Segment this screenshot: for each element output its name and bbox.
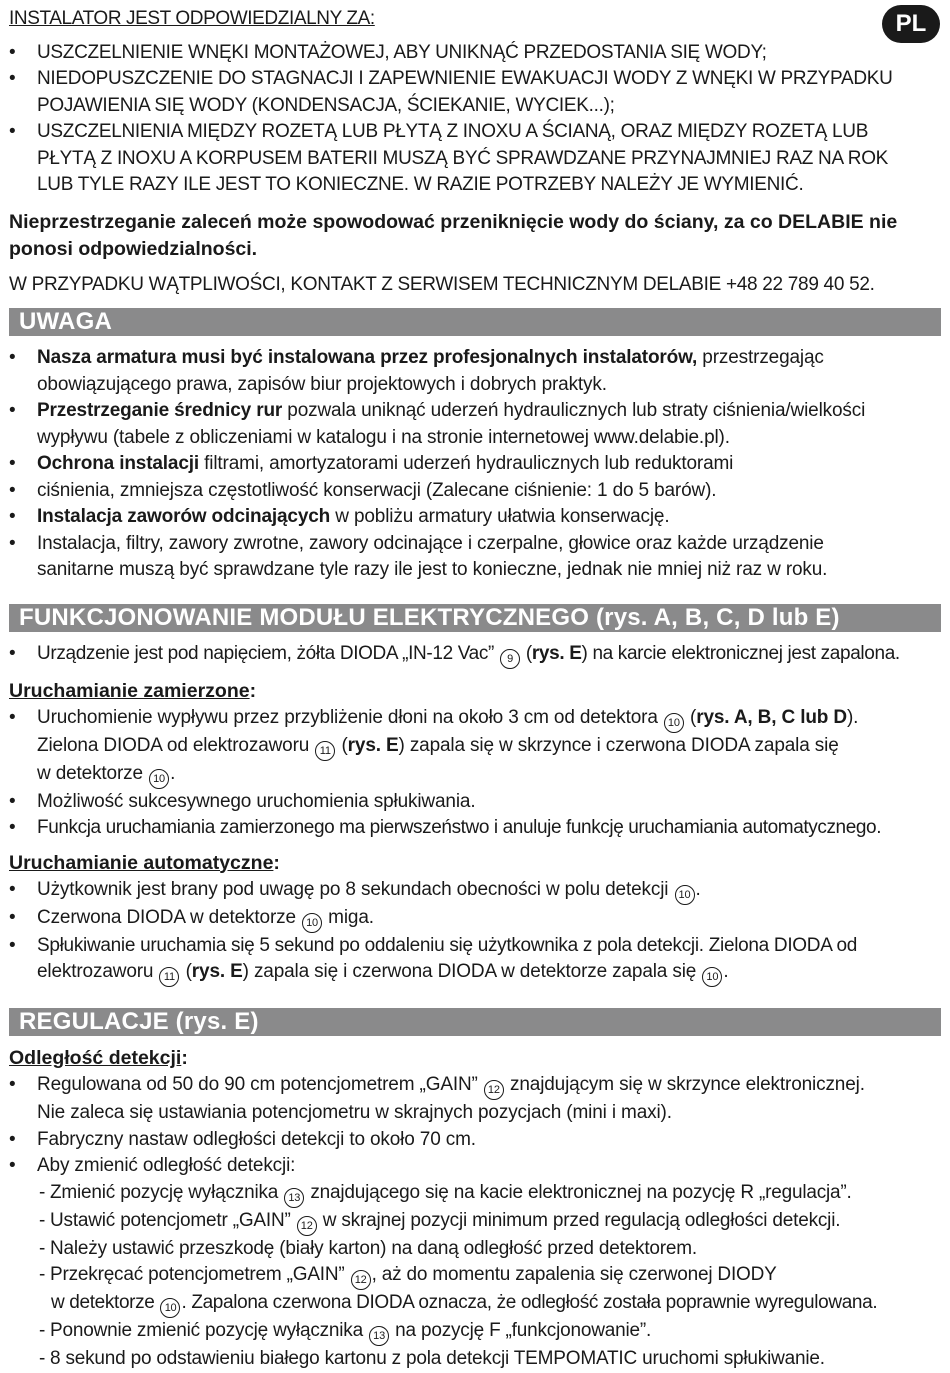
list-item-continuation: POJAWIENIA SIĘ WODY (KONDENSACJA, ŚCIEKANIE, WYCIEK...);: [37, 94, 615, 116]
list-item: • Regulowana od 50 do 90 cm potencjometrem „GAIN” 12 znajdującym się w skrzynce elektronicznej.: [9, 1072, 941, 1100]
list-item: • Instalacja, filtry, zawory zwrotne, zawory odcinające i czerpalne, głowice oraz każde urządzenie: [9, 531, 941, 558]
list-item: • NIEDOPUSZCZENIE DO STAGNACJI I ZAPEWNIENIE EWAKUACJI WODY Z WNĘKI W PRZYPADKU: [9, 66, 941, 93]
list-item: • ciśnienia, zmniejsza częstotliwość konserwacji (Zalecane ciśnienie: 1 do 5 barów).: [9, 478, 941, 505]
list-item-continuation: sanitarne muszą być sprawdzane tyle razy ile jest to konieczne, jednak nie mniej niż raz w roku.: [37, 559, 828, 580]
ref-number-10: 10: [302, 913, 322, 933]
list-item-continuation: wypływu (tabele z obliczeniami w katalogu i na stronie internetowej www.delabie.pl).: [37, 426, 730, 448]
document-page: [9, 6, 941, 1373]
subheading-odleglosc: Odległość detekcji:: [9, 1047, 188, 1069]
list-item: • Możliwość sukcesywnego uruchomienia spłukiwania.: [9, 789, 941, 816]
step-item: - Zmienić pozycję wyłącznika 13 znajdującego się na kacie elektronicznej na pozycję R „regulacja”.: [9, 1180, 941, 1208]
list-item: • Czerwona DIODA w detektorze 10 miga.: [9, 905, 941, 933]
section-header-uwaga: UWAGA: [9, 308, 941, 336]
list-item: • Aby zmienić odległość detekcji:: [9, 1153, 941, 1180]
section-header-regulacje: REGULACJE (rys. E): [9, 1008, 941, 1036]
ref-number-12: 12: [484, 1080, 504, 1100]
funkcjonowanie-intro: [9, 641, 941, 669]
automatyczne-list: [9, 877, 941, 988]
list-item: • Funkcja uruchamiania zamierzonego ma pierwszeństwo i anuluje funkcję uruchamiania automatycznego.: [9, 815, 941, 842]
language-badge: PL: [882, 5, 940, 43]
list-item: • Spłukiwanie uruchamia się 5 sekund po oddaleniu się użytkownika z pola detekcji. Zielona DIODA od: [9, 933, 941, 960]
step-item: - Przekręcać potencjometrem „GAIN” 12 , aż do momentu zapalenia się czerwonej DIODY: [9, 1262, 941, 1290]
list-item-continuation: LUB TYLE RAZY ILE JEST TO KONIECZNE. W RAZIE POTRZEBY NALEŻY JE WYMIENIĆ.: [37, 174, 804, 195]
ref-number-9: 9: [500, 649, 520, 669]
step-item: - 8 sekund po odstawieniu białego kartonu z pola detekcji TEMPOMATIC uruchomi spłukiwanie.: [9, 1346, 941, 1373]
figure-ref: rys. A, B, C lub D: [696, 706, 847, 728]
installer-heading: INSTALATOR JEST ODPOWIEDZIALNY ZA:: [9, 8, 375, 29]
regulacje-steps: [9, 1180, 941, 1373]
list-item: • USZCZELNIENIE WNĘKI MONTAŻOWEJ, ABY UNIKNĄĆ PRZEDOSTANIA SIĘ WODY;: [9, 40, 941, 67]
ref-number-12: 12: [351, 1270, 371, 1290]
ref-number-10: 10: [664, 713, 684, 733]
ref-number-13: 13: [369, 1326, 389, 1346]
ref-number-13: 13: [284, 1188, 304, 1208]
item-text: na karcie elektronicznej jest zapalona.: [587, 642, 900, 664]
ref-number-10: 10: [675, 885, 695, 905]
list-item: [9, 504, 941, 531]
step-item: - Ponownie zmienić pozycję wyłącznika 13 na pozycję F „funkcjonowanie”.: [9, 1318, 941, 1346]
list-item-continuation: obowiązującego prawa, zapisów biur projektowych i dobrych praktyk.: [37, 373, 607, 395]
installer-list: [9, 40, 941, 199]
list-item-continuation: PŁYTĄ Z INOXU A KORPUSEM BATERII MUSZĄ BYĆ SPRAWDZANE PRZYNAJMNIEJ RAZ NA ROK: [37, 147, 889, 169]
item-text: pozwala uniknąć uderzeń hydraulicznych lub straty ciśnienia/wielkości: [282, 400, 866, 421]
regulacje-list: [9, 1072, 941, 1180]
uwaga-list: [9, 345, 941, 584]
step-item: - Należy ustawić przeszkodę (biały karton) na daną odległość przed detektorem.: [9, 1236, 941, 1263]
warning-line: Nieprzestrzeganie zaleceń może spowodować przeniknięcie wody do ściany, za co DELABIE nie: [9, 210, 898, 233]
list-item: • Uruchomienie wypływu przez przybliżenie dłoni na około 3 cm od detektora 10 (rys. A, B, C lub D).: [9, 705, 941, 733]
zamierzone-list: [9, 705, 941, 842]
figure-ref: rys. E: [191, 961, 243, 982]
warning-line: ponosi odpowiedzialności.: [9, 237, 258, 260]
bold-lead: Instalacja zaworów odcinających: [37, 506, 331, 527]
warning-text: [9, 209, 941, 263]
figure-ref: rys. E: [347, 734, 399, 756]
item-text: w pobliżu armatury ułatwia konserwację.: [330, 506, 670, 527]
contact-text: W PRZYPADKU WĄTPLIWOŚCI, KONTAKT Z SERWISEM TECHNICZNYM DELABIE +48 22 789 40 52.: [9, 273, 875, 295]
list-item: • Fabryczny nastaw odległości detekcji to około 70 cm.: [9, 1127, 941, 1154]
list-item-continuation: Nie zaleca się ustawiania potencjometru w skrajnych pozycjach (mini i maxi).: [37, 1102, 672, 1123]
ref-number-10: 10: [160, 1298, 180, 1318]
list-item: [9, 398, 941, 425]
list-item-continuation: Zielona DIODA od elektrozaworu 11 (rys. E) zapala się w skrzynce i czerwona DIODA zapala się: [9, 733, 941, 761]
item-text: filtrami, amortyzatorami uderzeń hydraulicznych lub reduktorami: [199, 453, 734, 474]
bold-lead: Przestrzeganie średnicy rur: [37, 400, 283, 421]
step-item: - Ustawić potencjometr „GAIN” 12 w skrajnej pozycji minimum przed regulacją odległości detekcji.: [9, 1208, 941, 1236]
list-item-continuation: elektrozaworu 11 (rys. E) zapala się i czerwona DIODA w detektorze zapala się 10 .: [9, 959, 941, 987]
subheading-automatyczne: Uruchamianie automatyczne:: [9, 851, 280, 874]
figure-ref: rys. E: [531, 642, 582, 664]
section-header-funkcjonowanie: FUNKCJONOWANIE MODUŁU ELEKTRYCZNEGO (rys. A, B, C, D lub E): [9, 604, 941, 632]
list-item: • Urządzenie jest pod napięciem, żółta DIODA „IN-12 Vac” 9 (rys. E) na karcie elektronicznej jest zapalona.: [9, 641, 941, 669]
list-item-continuation: w detektorze 10 .: [9, 761, 941, 789]
list-item: • USZCZELNIENIA MIĘDZY ROZETĄ LUB PŁYTĄ Z INOXU A ŚCIANĄ, ORAZ MIĘDZY ROZETĄ LUB: [9, 119, 941, 146]
ref-number-10: 10: [702, 967, 722, 987]
subheading-zamierzone: Uruchamianie zamierzone:: [9, 679, 257, 702]
ref-number-12: 12: [297, 1216, 317, 1236]
ref-number-10: 10: [149, 769, 169, 789]
list-item: [9, 345, 941, 372]
bold-lead: Ochrona instalacji: [37, 453, 200, 474]
item-text: przestrzegając: [697, 347, 824, 368]
ref-number-11: 11: [159, 967, 179, 987]
step-item-continuation: w detektorze 10 . Zapalona czerwona DIODA oznacza, że odległość została poprawnie wyregulowana.: [9, 1290, 941, 1318]
item-text: Urządzenie jest pod napięciem, żółta DIODA „IN-12 Vac”: [37, 642, 495, 664]
list-item: • Użytkownik jest brany pod uwagę po 8 sekundach obecności w polu detekcji 10 .: [9, 877, 941, 905]
ref-number-11: 11: [315, 741, 335, 761]
bold-lead: Nasza armatura musi być instalowana przez profesjonalnych instalatorów,: [37, 347, 698, 368]
list-item: [9, 451, 941, 478]
